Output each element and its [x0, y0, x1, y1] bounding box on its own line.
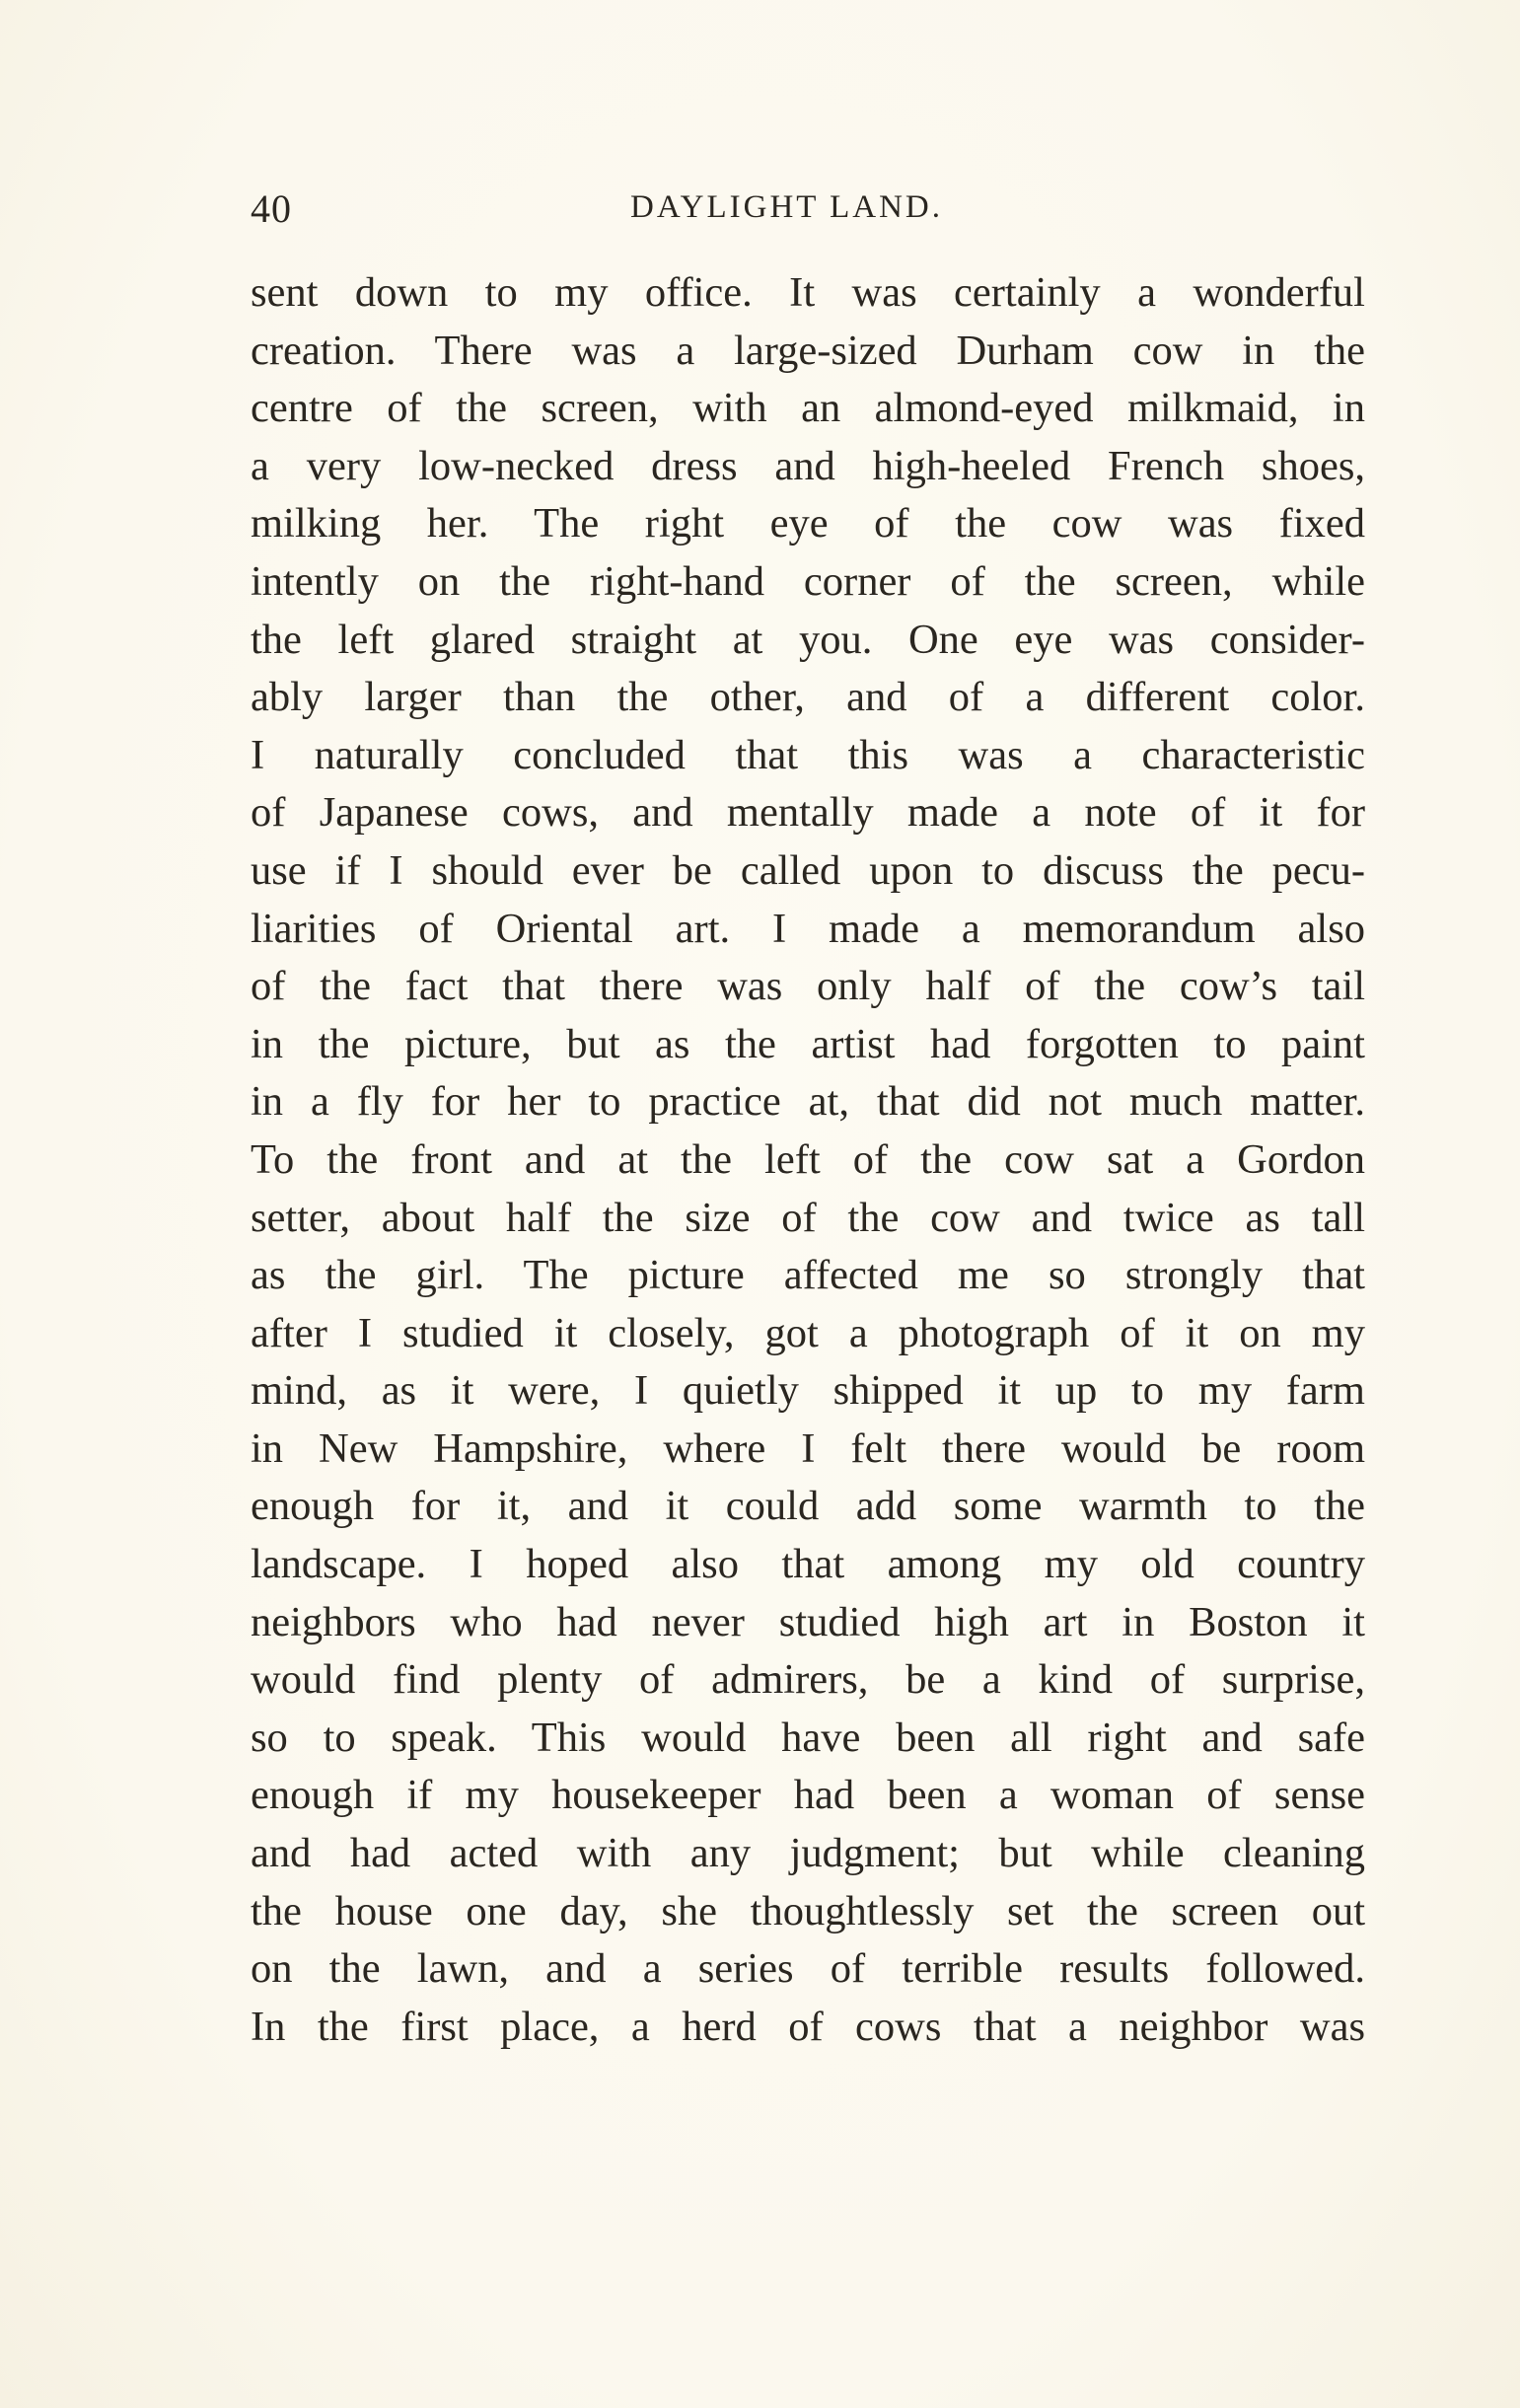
text-line: sent down to my office. It was certainly a wonderful	[251, 269, 1365, 316]
text-line: enough if my housekeeper had been a woman of sense	[251, 1772, 1365, 1819]
text-line: neighbors who had never studied high art in Boston it	[251, 1598, 1365, 1645]
text-line: landscape. I hoped also that among my old country	[251, 1541, 1365, 1588]
text-line: of the fact that there was only half of the cow’s tail	[251, 963, 1365, 1010]
text-line: mind, as it were, I quietly shipped it up to my farm	[251, 1367, 1365, 1415]
text-line: intently on the right-hand corner of the screen, while	[251, 557, 1365, 605]
text-line: ably larger than the other, and of a different color.	[251, 674, 1365, 721]
text-line: I naturally concluded that this was a characteristic	[251, 731, 1365, 778]
text-line: setter, about half the size of the cow and twice as tall	[251, 1194, 1365, 1241]
text-line: on the lawn, and a series of terrible results followed.	[251, 1945, 1365, 1993]
text-line: and had acted with any judgment; but while cleaning	[251, 1830, 1365, 1877]
text-line: in a fly for her to practice at, that did not much matter.	[251, 1078, 1365, 1126]
page-number: 40	[251, 186, 292, 231]
text-line: after I studied it closely, got a photograph of it on my	[251, 1309, 1365, 1356]
text-line: in the picture, but as the artist had forgotten to paint	[251, 1020, 1365, 1067]
text-line: creation. There was a large-sized Durham cow in the	[251, 327, 1365, 374]
text-line: a very low-necked dress and high-heeled French shoes,	[251, 442, 1365, 489]
text-line: In the first place, a herd of cows that a neighbor was	[251, 2003, 1365, 2050]
running-title: DAYLIGHT LAND.	[630, 189, 943, 225]
text-line: of Japanese cows, and mentally made a note of it for	[251, 789, 1365, 837]
text-line: centre of the screen, with an almond-eyed milkmaid, in	[251, 385, 1365, 432]
body-text	[251, 264, 1365, 2056]
text-line: as the girl. The picture affected me so strongly that	[251, 1252, 1365, 1299]
text-line: the left glared straight at you. One eye was consider-	[251, 616, 1365, 663]
text-line: milking her. The right eye of the cow was fixed	[251, 500, 1365, 547]
text-line: so to speak. This would have been all right and safe	[251, 1714, 1365, 1761]
text-line: in New Hampshire, where I felt there would be room	[251, 1424, 1365, 1472]
running-head	[251, 185, 1365, 245]
text-line: use if I should ever be called upon to discuss the pecu-	[251, 846, 1365, 894]
text-line: enough for it, and it could add some warmth to the	[251, 1483, 1365, 1530]
text-line: To the front and at the left of the cow sat a Gordon	[251, 1135, 1365, 1183]
text-line: the house one day, she thoughtlessly set the screen out	[251, 1887, 1365, 1934]
text-line: liarities of Oriental art. I made a memorandum also	[251, 905, 1365, 952]
text-line: would find plenty of admirers, be a kind of surprise,	[251, 1656, 1365, 1704]
